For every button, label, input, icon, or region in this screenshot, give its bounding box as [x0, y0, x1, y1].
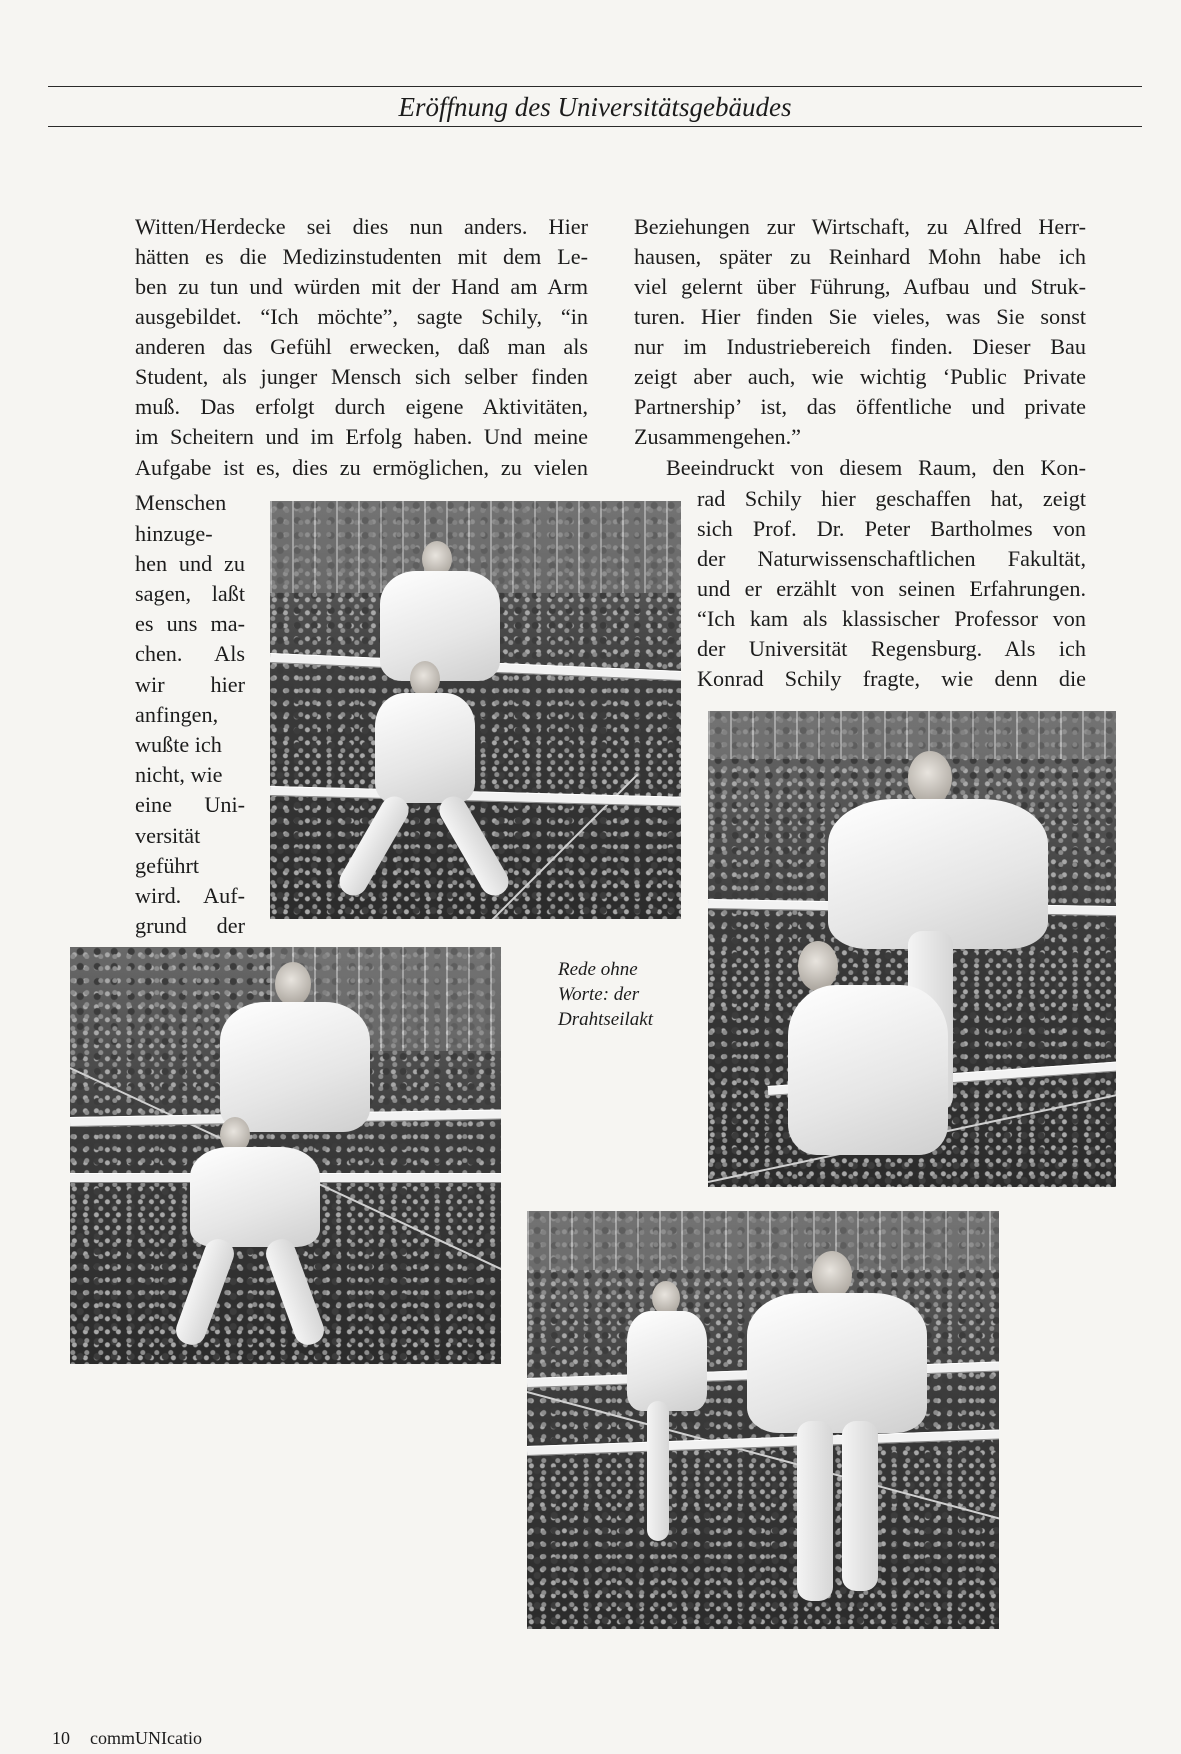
- caption-line: Drahtseilakt: [558, 1009, 653, 1030]
- left-narrow-line: hinzuge-: [135, 521, 213, 546]
- performer-figure: [200, 962, 400, 1142]
- left-text-line: ausgebildet. “Ich möchte”, sagte Schily, “in: [135, 304, 588, 329]
- right-narrow-line: und er erzählt von seinen Erfahrungen.: [697, 576, 1086, 601]
- page-footer: [52, 1727, 202, 1749]
- section-title: Eröffnung des Universitätsgebäudes: [398, 92, 792, 122]
- right-text-line: Partnership’ ist, das öffentliche und private: [634, 394, 1086, 419]
- left-text-line: im Scheitern und im Erfolg haben. Und meine: [135, 424, 588, 449]
- right-narrow-line: “Ich kam als klassischer Professor von: [697, 606, 1086, 631]
- caption-line: Worte: der: [558, 984, 640, 1005]
- left-text-line: anderen das Gefühl erwecken, daß man als: [135, 334, 588, 359]
- right-text-line: nur im Industriebereich finden. Dieser Bau: [634, 334, 1086, 359]
- right-narrow-line: sich Prof. Dr. Peter Bartholmes von: [697, 516, 1086, 541]
- left-text-line: Student, als junger Mensch sich selber finden: [135, 364, 588, 389]
- caption-line: Rede ohne: [558, 959, 638, 980]
- left-narrow-line: grund der: [135, 913, 245, 938]
- right-text-line: turen. Hier finden Sie vieles, was Sie sonst: [634, 304, 1086, 329]
- photo-tightrope-right: [708, 711, 1116, 1187]
- left-narrow-line: wir hier: [135, 672, 245, 697]
- header-rule-top: [48, 86, 1142, 87]
- right-text-line: hausen, später zu Reinhard Mohn habe ich: [634, 244, 1086, 269]
- left-narrow-line: wußte ich: [135, 732, 222, 757]
- photo-caption: [558, 957, 688, 1032]
- left-narrow-line: geführt: [135, 853, 200, 878]
- left-narrow-line: versität: [135, 823, 201, 848]
- right-text-line: viel gelernt über Führung, Aufbau und Struk-: [634, 274, 1086, 299]
- left-narrow-line: sagen, laßt: [135, 581, 245, 606]
- page-number: 10: [52, 1728, 70, 1748]
- left-narrow-line: eine Uni-: [135, 792, 245, 817]
- performer-figure: [330, 661, 550, 911]
- right-narrow-line: der Naturwissenschaftlichen Fakultät,: [697, 546, 1086, 571]
- left-text-line: Witten/Herdecke sei dies nun anders. Hier: [135, 214, 588, 239]
- performer-figure: [697, 1251, 957, 1621]
- right-narrow-line: der Universität Regensburg. Als ich: [697, 636, 1086, 661]
- header-rule-bottom: [48, 126, 1142, 127]
- photo-tightrope-center: [270, 501, 681, 919]
- right-text-line: Zusammengehen.”: [634, 424, 801, 449]
- left-narrow-line: anfingen,: [135, 702, 219, 727]
- left-narrow-line: hen und zu: [135, 551, 245, 576]
- right-narrow-line: Konrad Schily fragte, wie denn die: [697, 666, 1086, 691]
- left-text-line: Aufgabe ist es, dies zu ermöglichen, zu vielen: [135, 455, 588, 480]
- left-narrow-line: es uns ma-: [135, 611, 245, 636]
- left-narrow-line: nicht, wie: [135, 762, 223, 787]
- photo-tightrope-left: [70, 947, 501, 1364]
- performer-figure: [768, 941, 988, 1181]
- right-paragraph-start: Beeindruckt von diesem Raum, den Kon-: [666, 455, 1086, 480]
- left-text-line: ben zu tun und würden mit der Hand am Arm: [135, 274, 588, 299]
- left-text-line: muß. Das erfolgt durch eigene Aktivitäten,: [135, 394, 588, 419]
- left-narrow-line: wird. Auf-: [135, 883, 245, 908]
- left-narrow-line: Menschen: [135, 490, 227, 515]
- performer-figure: [150, 1117, 370, 1357]
- right-text-line: Beziehungen zur Wirtschaft, zu Alfred Herr-: [634, 214, 1086, 239]
- right-text-line: zeigt aber auch, wie wichtig ‘Public Private: [634, 364, 1086, 389]
- publication-name: commUNIcatio: [90, 1728, 202, 1748]
- photo-tightrope-bottom: [527, 1211, 999, 1629]
- left-narrow-line: chen. Als: [135, 641, 245, 666]
- right-narrow-line: rad Schily hier geschaffen hat, zeigt: [697, 486, 1086, 511]
- left-text-line: hätten es die Medizinstudenten mit dem Le-: [135, 244, 588, 269]
